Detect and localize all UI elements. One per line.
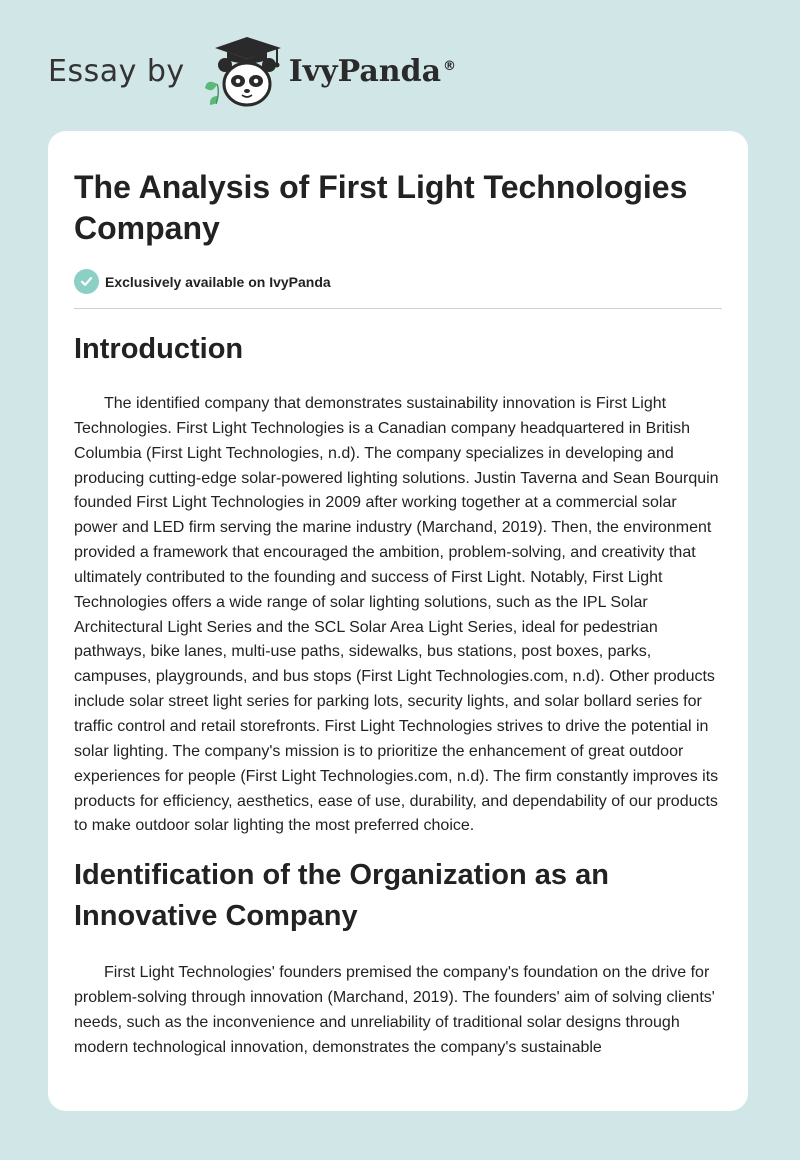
section-paragraph-innovative-company: First Light Technologies' founders premised the company's foundation on the drive for problem-solving through innovation (Marchand, 2019). The founders' aim of solving clients' needs, such as the inconvenience and unreliability of traditional solar designs through modern technological innovation, demonstrates the company's sustainable <box>74 964 715 1056</box>
check-icon <box>74 269 99 294</box>
brand-name: IvyPanda ® <box>288 54 457 89</box>
section-paragraph-introduction: The identified company that demonstrates sustainability innovation is First Light Technologies. First Light Technologies is a Canadian company headquartered in British Columbia (First Light Technologies, n.d). The company specializes in developing and producing cutting-edge solar-powered lighting solutions. Justin Taverna and Sean Bourquin founded First Light Technologies in 2009 after working together at a commercial solar power and LED firm serving the marine industry (Marchand, 2019). Then, the environment provided a framework that encouraged the ambition, problem-solving, and creativity that ultimately contributed to the founding and success of First Light. Notably, First Light Technologies offers a wide range of solar lighting solutions, such as the IPL Solar Architectural Light Series and the SCL Solar Area Light Series, ideal for pedestrian pathways, bike lanes, multi-use paths, sidewalks, bus stations, post boxes, parks, campuses, playgrounds, and bus stops (First Light Technologies.com, n.d). Other products include solar street light series for parking lots, security lights, and solar bollard series for traffic control and retail storefronts. First Light Technologies strives to drive the potential in solar lighting. The company's mission is to prioritize the enhancement of great outdoor experiences for people (First Light Technologies.com, n.d). The firm constantly improves its products for efficiency, aesthetics, ease of use, durability, and dependability of our products to make outdoor solar lighting the most preferred choice. <box>74 395 719 835</box>
section-heading-introduction: Introduction <box>74 333 244 365</box>
site-brand[interactable] <box>48 34 456 110</box>
page-title: The Analysis of First Light Technologies Company <box>74 169 688 246</box>
section-heading-innovative-company: Identification of the Organization as an Innovative Company <box>74 859 609 933</box>
exclusive-notice <box>74 269 722 309</box>
exclusive-label: Exclusively available on IvyPanda <box>105 273 331 290</box>
registered-mark: ® <box>443 59 457 74</box>
brand-prefix: Essay by <box>48 54 185 89</box>
essay-card <box>48 131 748 1111</box>
panda-logo-icon <box>201 34 287 110</box>
